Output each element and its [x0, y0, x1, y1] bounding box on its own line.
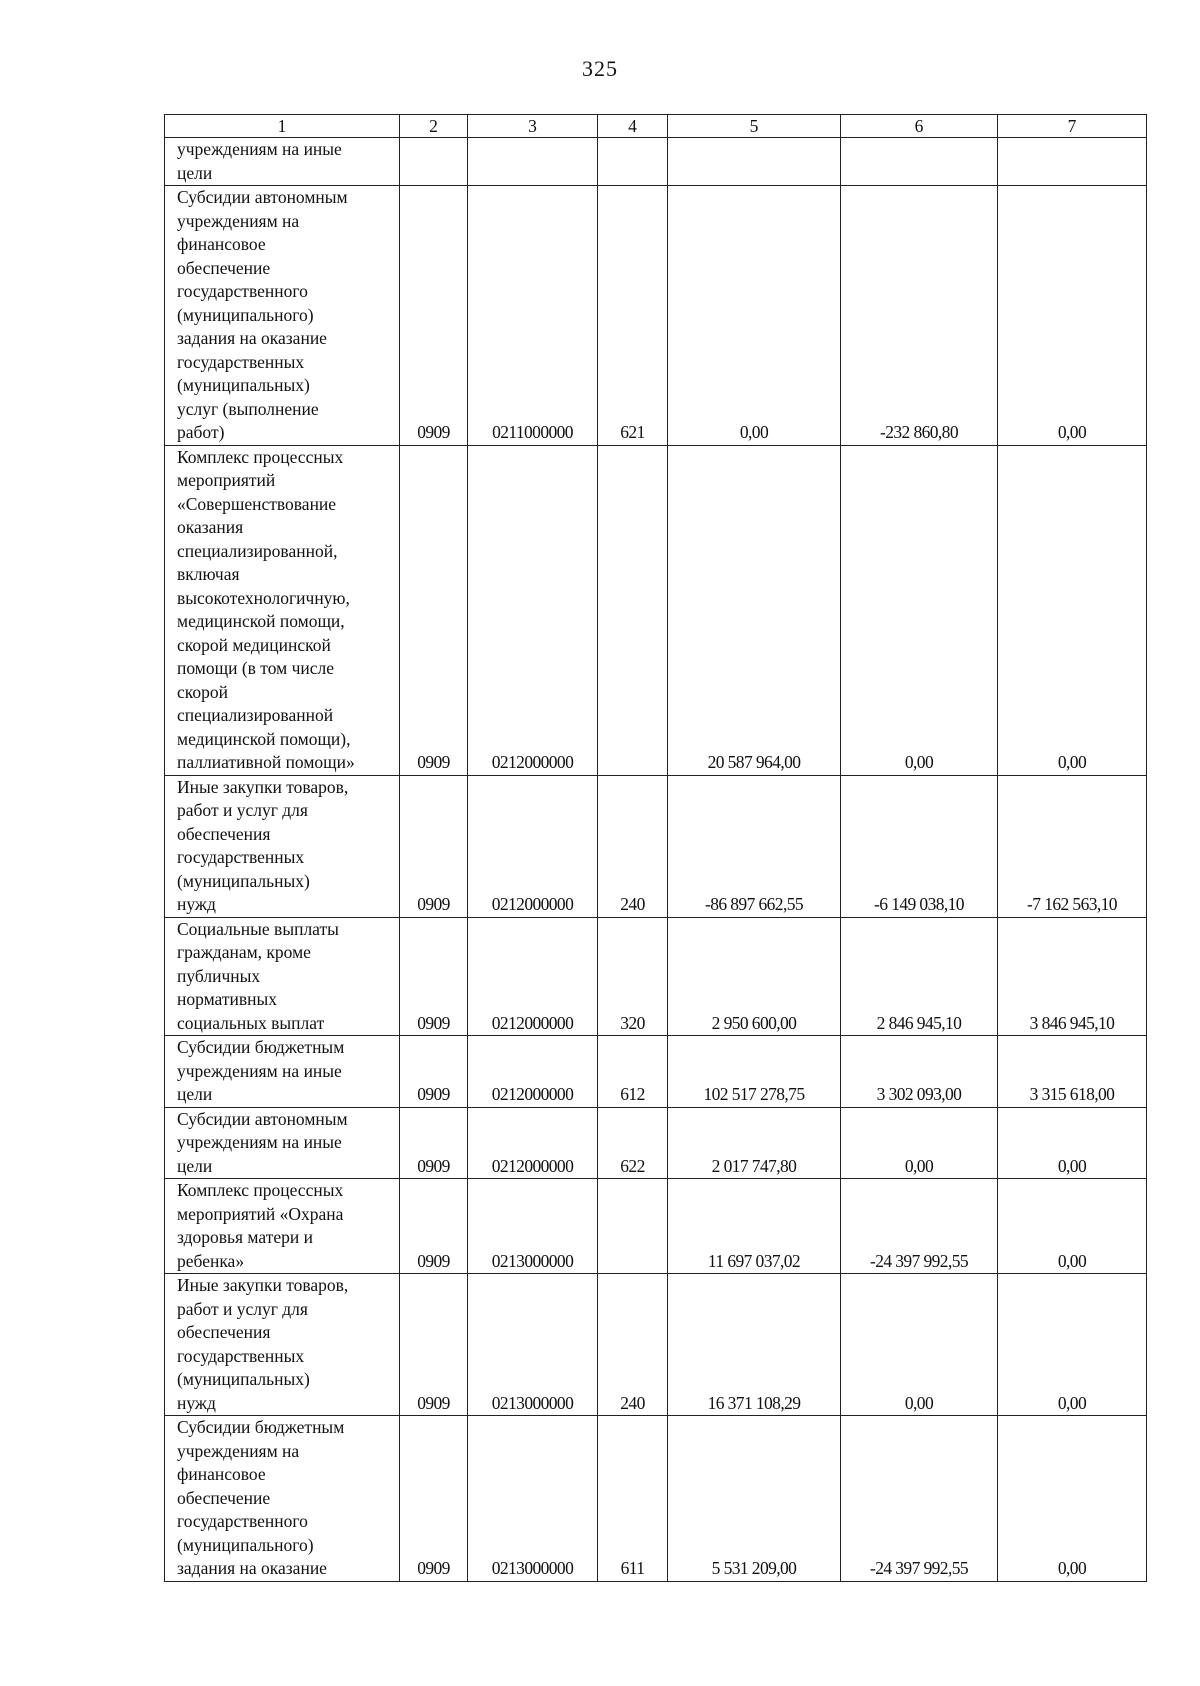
description-line: обеспечения	[177, 823, 271, 844]
row-description	[165, 186, 400, 446]
column-header-1: 1	[165, 115, 400, 138]
description-line: обеспечение	[177, 257, 271, 278]
description-line: работ и услуг для	[177, 1298, 308, 1319]
expense-type	[598, 138, 668, 186]
expense-type: 621	[598, 186, 668, 446]
description-line: (муниципального)	[177, 1534, 314, 1555]
target-code: 0212000000	[468, 1036, 598, 1108]
description-line: оказания	[177, 517, 244, 537]
description-line: учреждениям на	[177, 210, 300, 231]
amount-col6: -24 397 992,55	[841, 1179, 998, 1274]
amount-col7: 0,00	[998, 1179, 1147, 1274]
expense-type: 611	[598, 1416, 668, 1582]
expense-type	[598, 1179, 668, 1274]
target-code: 0212000000	[468, 1107, 598, 1179]
table-row	[165, 445, 1147, 775]
row-description	[165, 1107, 400, 1179]
description-line: финансовое	[177, 1464, 266, 1484]
amount-col7: 0,00	[998, 186, 1147, 446]
amount-col5: 0,00	[668, 186, 841, 446]
column-header-5: 5	[668, 115, 841, 138]
table-row	[165, 138, 1147, 186]
description-line: Комплекс процессных	[177, 1180, 344, 1200]
description-line: (муниципальных)	[177, 375, 310, 395]
amount-col5: 5 531 209,00	[668, 1416, 841, 1582]
expense-type	[598, 445, 668, 775]
description-line: задания на оказание	[177, 1558, 327, 1578]
target-code: 0212000000	[468, 775, 598, 917]
target-code: 0213000000	[468, 1416, 598, 1582]
row-description	[165, 775, 400, 917]
amount-col6: -6 149 038,10	[841, 775, 998, 917]
amount-col5	[668, 138, 841, 186]
description-line: медицинской помощи),	[177, 728, 351, 749]
target-code: 0213000000	[468, 1179, 598, 1274]
amount-col6: -232 860,80	[841, 186, 998, 446]
description-line: цели	[177, 1155, 213, 1176]
section-code: 0909	[400, 1179, 468, 1274]
section-code: 0909	[400, 1274, 468, 1416]
column-header-6: 6	[841, 115, 998, 138]
section-code: 0909	[400, 1107, 468, 1179]
description-line: учреждениям на иные	[177, 139, 342, 159]
amount-col5: 16 371 108,29	[668, 1274, 841, 1416]
amount-col6: 0,00	[841, 445, 998, 775]
description-line: социальных выплат	[177, 1012, 325, 1033]
section-code: 0909	[400, 445, 468, 775]
expense-type: 622	[598, 1107, 668, 1179]
expense-type: 320	[598, 917, 668, 1036]
description-line: учреждениям на иные	[177, 1132, 342, 1152]
description-line: обеспечение	[177, 1487, 271, 1508]
row-description	[165, 1036, 400, 1108]
header-row	[165, 115, 1147, 138]
amount-col5: 20 587 964,00	[668, 445, 841, 775]
section-code	[400, 138, 468, 186]
row-description	[165, 445, 400, 775]
description-line: государственных	[177, 351, 305, 372]
row-description	[165, 1274, 400, 1416]
description-line: учреждениям на	[177, 1440, 300, 1461]
table-body	[165, 138, 1147, 1582]
row-description	[165, 1416, 400, 1582]
description-line: цели	[177, 1084, 213, 1104]
amount-col5: 2 950 600,00	[668, 917, 841, 1036]
table-row	[165, 775, 1147, 917]
description-line: Субсидии бюджетным	[177, 1037, 345, 1057]
amount-col6: 0,00	[841, 1274, 998, 1416]
description-line: специализированной,	[177, 540, 338, 561]
description-line: работ и услуг для	[177, 800, 308, 820]
target-code: 0211000000	[468, 186, 598, 446]
amount-col7	[998, 138, 1147, 186]
description-line: Субсидии автономным	[177, 187, 348, 207]
row-description	[165, 138, 400, 186]
description-line: здоровья матери и	[177, 1227, 313, 1247]
description-line: публичных	[177, 965, 261, 986]
amount-col6	[841, 138, 998, 186]
column-header-4: 4	[598, 115, 668, 138]
description-line: государственного	[177, 1511, 308, 1531]
row-description	[165, 1179, 400, 1274]
section-code: 0909	[400, 917, 468, 1036]
section-code: 0909	[400, 1416, 468, 1582]
amount-col6: -24 397 992,55	[841, 1416, 998, 1582]
section-code: 0909	[400, 775, 468, 917]
description-line: Иные закупки товаров,	[177, 1275, 349, 1295]
amount-col5: 2 017 747,80	[668, 1107, 841, 1179]
amount-col6: 2 846 945,10	[841, 917, 998, 1036]
table-row	[165, 1107, 1147, 1179]
column-header-3: 3	[468, 115, 598, 138]
description-line: Иные закупки товаров,	[177, 776, 349, 797]
description-line: нужд	[177, 894, 216, 914]
description-line: медицинской помощи,	[177, 611, 345, 631]
description-line: Субсидии автономным	[177, 1108, 348, 1129]
description-line: цели	[177, 162, 213, 183]
amount-col6: 3 302 093,00	[841, 1036, 998, 1108]
target-code: 0213000000	[468, 1274, 598, 1416]
description-line: Социальные выплаты	[177, 918, 339, 939]
budget-table	[164, 114, 1147, 1582]
description-line: (муниципального)	[177, 304, 314, 325]
table-row	[165, 1274, 1147, 1416]
description-line: Субсидии бюджетным	[177, 1417, 345, 1437]
amount-col7: -7 162 563,10	[998, 775, 1147, 917]
description-line: (муниципальных)	[177, 870, 310, 891]
description-line: нормативных	[177, 989, 278, 1009]
amount-col5: 102 517 278,75	[668, 1036, 841, 1108]
column-header-7: 7	[998, 115, 1147, 138]
expense-type: 240	[598, 775, 668, 917]
table-row	[165, 917, 1147, 1036]
table-row	[165, 186, 1147, 446]
amount-col5: 11 697 037,02	[668, 1179, 841, 1274]
target-code: 0212000000	[468, 445, 598, 775]
description-line: обеспечения	[177, 1322, 271, 1342]
target-code	[468, 138, 598, 186]
description-line: включая	[177, 564, 240, 584]
description-line: задания на оказание	[177, 328, 327, 348]
section-code: 0909	[400, 1036, 468, 1108]
amount-col6: 0,00	[841, 1107, 998, 1179]
section-code: 0909	[400, 186, 468, 446]
description-line: скорой медицинской	[177, 634, 331, 655]
description-line: государственных	[177, 1345, 305, 1366]
amount-col7: 0,00	[998, 445, 1147, 775]
amount-col5: -86 897 662,55	[668, 775, 841, 917]
amount-col7: 0,00	[998, 1107, 1147, 1179]
description-line: услуг (выполнение	[177, 398, 319, 419]
description-line: мероприятий «Охрана	[177, 1203, 344, 1224]
target-code: 0212000000	[468, 917, 598, 1036]
page-number: 325	[582, 56, 618, 81]
description-line: финансовое	[177, 234, 266, 254]
description-line: государственных	[177, 847, 305, 867]
description-line: ребенка»	[177, 1250, 245, 1271]
expense-type: 240	[598, 1274, 668, 1416]
description-line: высокотехнологичную,	[177, 587, 350, 608]
column-header-2: 2	[400, 115, 468, 138]
description-line: гражданам, кроме	[177, 942, 311, 962]
description-line: Комплекс процессных	[177, 446, 344, 467]
description-line: специализированной	[177, 705, 334, 725]
amount-col7: 3 315 618,00	[998, 1036, 1147, 1108]
description-line: (муниципальных)	[177, 1369, 310, 1389]
amount-col7: 0,00	[998, 1274, 1147, 1416]
description-line: государственного	[177, 281, 308, 301]
description-line: помощи (в том числе	[177, 658, 335, 678]
table-row	[165, 1036, 1147, 1108]
row-description	[165, 917, 400, 1036]
description-line: мероприятий	[177, 470, 276, 490]
description-line: скорой	[177, 681, 228, 702]
table-row	[165, 1179, 1147, 1274]
amount-col7: 3 846 945,10	[998, 917, 1147, 1036]
amount-col7: 0,00	[998, 1416, 1147, 1582]
description-line: работ)	[177, 422, 225, 442]
expense-type: 612	[598, 1036, 668, 1108]
description-line: учреждениям на иные	[177, 1060, 342, 1081]
description-line: «Совершенствование	[177, 493, 337, 514]
description-line: паллиативной помощи»	[177, 752, 355, 772]
table-row	[165, 1416, 1147, 1582]
description-line: нужд	[177, 1392, 216, 1413]
